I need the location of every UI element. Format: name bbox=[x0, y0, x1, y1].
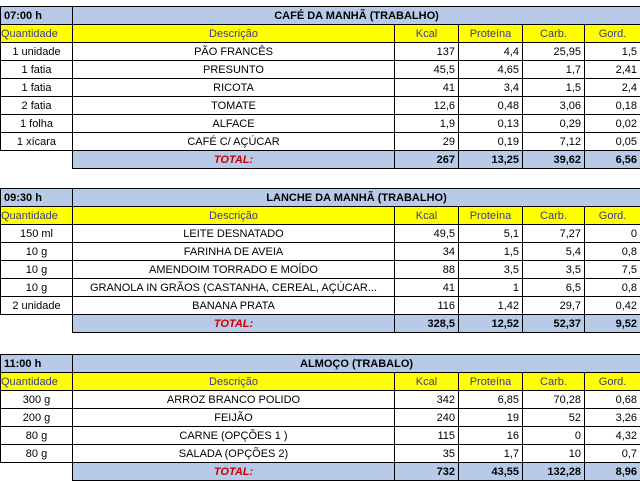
cell-description: PRESUNTO bbox=[73, 61, 395, 79]
cell-protein: 0,19 bbox=[459, 133, 523, 151]
header-description: Descrição bbox=[73, 25, 395, 43]
header-quantity: Quantidade bbox=[1, 373, 73, 391]
total-label: TOTAL: bbox=[73, 151, 395, 169]
total-carb: 132,28 bbox=[523, 463, 585, 481]
cell-description: PÃO FRANCÊS bbox=[73, 43, 395, 61]
table-row bbox=[1, 279, 640, 297]
total-kcal: 267 bbox=[395, 151, 459, 169]
table-row bbox=[1, 297, 640, 315]
cell-protein: 4,4 bbox=[459, 43, 523, 61]
cell-protein: 4,65 bbox=[459, 61, 523, 79]
table-row bbox=[1, 261, 640, 279]
cell-carb: 25,95 bbox=[523, 43, 585, 61]
total-protein: 12,52 bbox=[459, 315, 523, 333]
cell-description: ARROZ BRANCO POLIDO bbox=[73, 391, 395, 409]
cell-quantity: 2 unidade bbox=[1, 297, 73, 315]
cell-protein: 0,48 bbox=[459, 97, 523, 115]
total-row bbox=[1, 463, 640, 481]
total-protein: 43,55 bbox=[459, 463, 523, 481]
cell-kcal: 35 bbox=[395, 445, 459, 463]
meal-block-breakfast bbox=[0, 6, 640, 169]
cell-kcal: 240 bbox=[395, 409, 459, 427]
cell-protein: 6,85 bbox=[459, 391, 523, 409]
cell-fat: 1,5 bbox=[585, 43, 640, 61]
header-description: Descrição bbox=[73, 373, 395, 391]
cell-quantity: 1 fatia bbox=[1, 79, 73, 97]
cell-quantity: 1 unidade bbox=[1, 43, 73, 61]
cell-description: SALADA (OPÇÕES 2) bbox=[73, 445, 395, 463]
cell-fat: 0,68 bbox=[585, 391, 640, 409]
cell-carb: 7,27 bbox=[523, 225, 585, 243]
total-fat: 6,56 bbox=[585, 151, 640, 169]
meal-time: 09:30 h bbox=[1, 189, 73, 207]
total-carb: 52,37 bbox=[523, 315, 585, 333]
table-row bbox=[1, 61, 640, 79]
header-carb: Carb. bbox=[523, 25, 585, 43]
meal-table bbox=[0, 354, 640, 481]
cell-fat: 4,32 bbox=[585, 427, 640, 445]
meal-block-lunch bbox=[0, 354, 640, 481]
cell-fat: 3,26 bbox=[585, 409, 640, 427]
header-fat: Gord. bbox=[585, 373, 640, 391]
cell-quantity: 1 xícara bbox=[1, 133, 73, 151]
cell-quantity: 10 g bbox=[1, 261, 73, 279]
cell-protein: 5,1 bbox=[459, 225, 523, 243]
meal-block-morning-snack bbox=[0, 188, 640, 333]
cell-quantity: 10 g bbox=[1, 243, 73, 261]
cell-protein: 1,5 bbox=[459, 243, 523, 261]
table-row bbox=[1, 445, 640, 463]
cell-description: AMENDOIM TORRADO E MOÍDO bbox=[73, 261, 395, 279]
header-protein: Proteína bbox=[459, 25, 523, 43]
meal-title: CAFÉ DA MANHÃ (TRABALHO) bbox=[73, 7, 640, 25]
cell-description: FEIJÃO bbox=[73, 409, 395, 427]
header-carb: Carb. bbox=[523, 207, 585, 225]
cell-fat: 0,8 bbox=[585, 279, 640, 297]
cell-description: CARNE (OPÇÕES 1 ) bbox=[73, 427, 395, 445]
cell-protein: 19 bbox=[459, 409, 523, 427]
table-row bbox=[1, 133, 640, 151]
cell-description: LEITE DESNATADO bbox=[73, 225, 395, 243]
header-row bbox=[1, 373, 640, 391]
cell-kcal: 342 bbox=[395, 391, 459, 409]
total-label: TOTAL: bbox=[73, 315, 395, 333]
cell-carb: 10 bbox=[523, 445, 585, 463]
total-row bbox=[1, 151, 640, 169]
cell-fat: 0,18 bbox=[585, 97, 640, 115]
cell-carb: 3,5 bbox=[523, 261, 585, 279]
cell-carb: 1,7 bbox=[523, 61, 585, 79]
table-row bbox=[1, 427, 640, 445]
cell-protein: 1,7 bbox=[459, 445, 523, 463]
table-row bbox=[1, 409, 640, 427]
meal-time: 07:00 h bbox=[1, 7, 73, 25]
cell-fat: 0,02 bbox=[585, 115, 640, 133]
cell-quantity: 1 folha bbox=[1, 115, 73, 133]
header-quantity: Quantidade bbox=[1, 207, 73, 225]
cell-fat: 0 bbox=[585, 225, 640, 243]
header-fat: Gord. bbox=[585, 207, 640, 225]
cell-protein: 3,4 bbox=[459, 79, 523, 97]
meal-time: 11:00 h bbox=[1, 355, 73, 373]
cell-fat: 0,05 bbox=[585, 133, 640, 151]
header-kcal: Kcal bbox=[395, 25, 459, 43]
header-protein: Proteína bbox=[459, 207, 523, 225]
header-description: Descrição bbox=[73, 207, 395, 225]
cell-fat: 2,41 bbox=[585, 61, 640, 79]
header-kcal: Kcal bbox=[395, 373, 459, 391]
cell-protein: 1,42 bbox=[459, 297, 523, 315]
cell-protein: 16 bbox=[459, 427, 523, 445]
table-row bbox=[1, 97, 640, 115]
meal-title: ALMOÇO (TRABALO) bbox=[73, 355, 640, 373]
cell-quantity: 1 fatia bbox=[1, 61, 73, 79]
cell-kcal: 49,5 bbox=[395, 225, 459, 243]
cell-kcal: 29 bbox=[395, 133, 459, 151]
cell-protein: 1 bbox=[459, 279, 523, 297]
cell-carb: 29,7 bbox=[523, 297, 585, 315]
cell-kcal: 115 bbox=[395, 427, 459, 445]
cell-protein: 0,13 bbox=[459, 115, 523, 133]
cell-fat: 7,5 bbox=[585, 261, 640, 279]
cell-carb: 1,5 bbox=[523, 79, 585, 97]
cell-quantity: 80 g bbox=[1, 427, 73, 445]
cell-fat: 0,8 bbox=[585, 243, 640, 261]
total-label: TOTAL: bbox=[73, 463, 395, 481]
cell-kcal: 137 bbox=[395, 43, 459, 61]
cell-description: TOMATE bbox=[73, 97, 395, 115]
total-carb: 39,62 bbox=[523, 151, 585, 169]
cell-description: ALFACE bbox=[73, 115, 395, 133]
cell-carb: 3,06 bbox=[523, 97, 585, 115]
header-quantity: Quantidade bbox=[1, 25, 73, 43]
total-row bbox=[1, 315, 640, 333]
header-carb: Carb. bbox=[523, 373, 585, 391]
header-fat: Gord. bbox=[585, 25, 640, 43]
cell-fat: 0,42 bbox=[585, 297, 640, 315]
cell-carb: 5,4 bbox=[523, 243, 585, 261]
cell-kcal: 45,5 bbox=[395, 61, 459, 79]
header-row bbox=[1, 25, 640, 43]
cell-fat: 0,7 bbox=[585, 445, 640, 463]
cell-kcal: 41 bbox=[395, 79, 459, 97]
table-row bbox=[1, 115, 640, 133]
meal-title: LANCHE DA MANHÃ (TRABALHO) bbox=[73, 189, 640, 207]
cell-quantity: 10 g bbox=[1, 279, 73, 297]
cell-kcal: 88 bbox=[395, 261, 459, 279]
meal-table bbox=[0, 188, 640, 333]
cell-carb: 6,5 bbox=[523, 279, 585, 297]
cell-description: BANANA PRATA bbox=[73, 297, 395, 315]
cell-carb: 70,28 bbox=[523, 391, 585, 409]
cell-description: FARINHA DE AVEIA bbox=[73, 243, 395, 261]
table-row bbox=[1, 391, 640, 409]
table-row bbox=[1, 43, 640, 61]
cell-kcal: 1,9 bbox=[395, 115, 459, 133]
cell-quantity: 2 fatia bbox=[1, 97, 73, 115]
meal-table bbox=[0, 6, 640, 169]
header-protein: Proteína bbox=[459, 373, 523, 391]
total-protein: 13,25 bbox=[459, 151, 523, 169]
cell-quantity: 200 g bbox=[1, 409, 73, 427]
cell-description: CAFÉ C/ AÇÚCAR bbox=[73, 133, 395, 151]
total-fat: 8,96 bbox=[585, 463, 640, 481]
total-fat: 9,52 bbox=[585, 315, 640, 333]
table-row bbox=[1, 79, 640, 97]
cell-fat: 2,4 bbox=[585, 79, 640, 97]
cell-protein: 3,5 bbox=[459, 261, 523, 279]
table-row bbox=[1, 225, 640, 243]
cell-quantity: 300 g bbox=[1, 391, 73, 409]
cell-kcal: 41 bbox=[395, 279, 459, 297]
cell-carb: 0,29 bbox=[523, 115, 585, 133]
total-kcal: 732 bbox=[395, 463, 459, 481]
cell-carb: 7,12 bbox=[523, 133, 585, 151]
table-row bbox=[1, 243, 640, 261]
cell-carb: 52 bbox=[523, 409, 585, 427]
cell-quantity: 150 ml bbox=[1, 225, 73, 243]
header-row bbox=[1, 207, 640, 225]
header-kcal: Kcal bbox=[395, 207, 459, 225]
cell-quantity: 80 g bbox=[1, 445, 73, 463]
cell-kcal: 12,6 bbox=[395, 97, 459, 115]
cell-description: GRANOLA IN GRÃOS (CASTANHA, CEREAL, AÇÚCAR... bbox=[73, 279, 395, 297]
cell-kcal: 116 bbox=[395, 297, 459, 315]
cell-description: RICOTA bbox=[73, 79, 395, 97]
cell-carb: 0 bbox=[523, 427, 585, 445]
total-kcal: 328,5 bbox=[395, 315, 459, 333]
cell-kcal: 34 bbox=[395, 243, 459, 261]
